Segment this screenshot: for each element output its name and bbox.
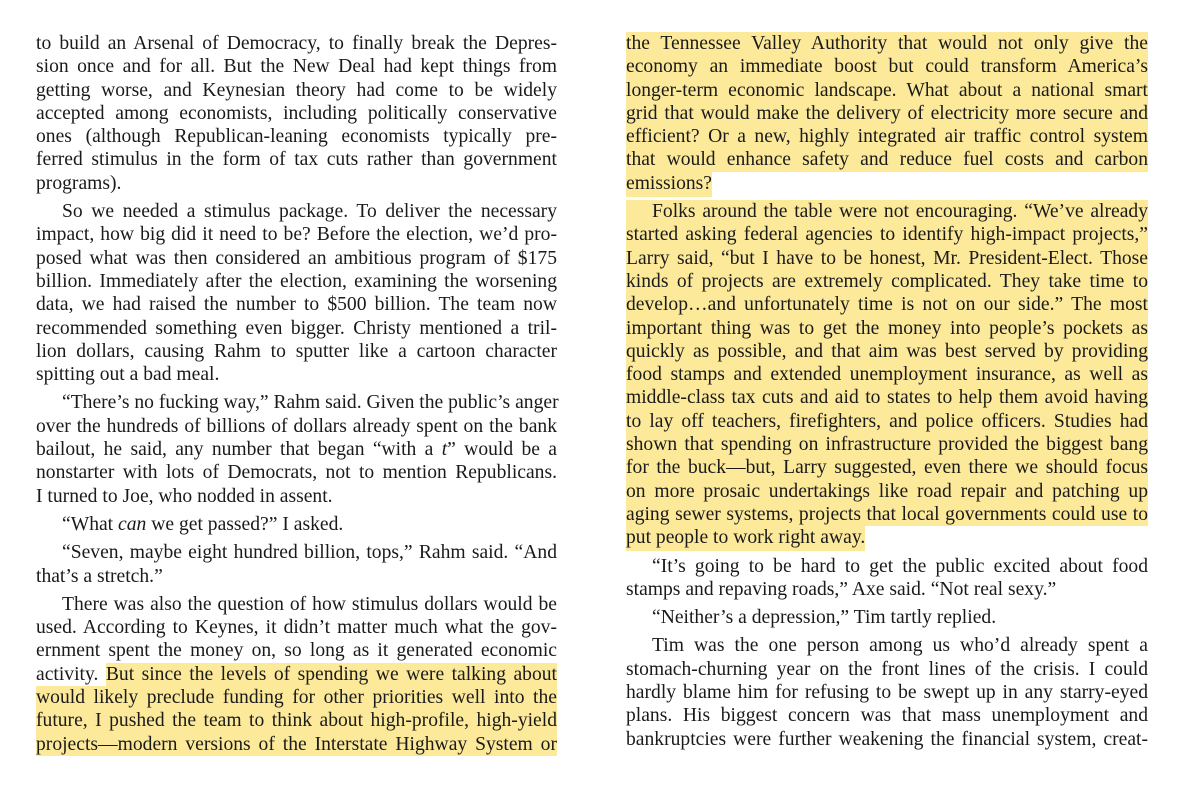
highlighted-line: the Tennessee Valley Authority that would not only give the [626,33,1148,54]
text-line: bankruptcies were further weakening the financial system, creat- [626,728,1148,750]
text-line: recommended something even bigger. Christy mentioned a tril- [36,317,557,339]
text-line: ernment spent the money on, so long as it generated economic [36,640,557,662]
highlighted-line: for the buck—but, Larry suggested, even there we should focus [626,457,1148,479]
paragraph [36,593,557,756]
text-line: So we needed a stimulus package. To deliver the necessary [62,201,557,223]
highlighted-line: quickly as possible, and that aim was best served by providing [626,340,1148,362]
paragraph [626,200,1148,549]
highlighted-line: longer-term economic landscape. What about a national smart [626,79,1148,101]
highlighted-line: future, I pushed the team to think about high-profile, high-yield [36,710,557,732]
highlighted-line: on more prosaic undertakings like road repair and patching up [626,480,1148,502]
text-line: plans. His biggest concern was that mass unemployment and [626,705,1148,727]
text-line: I turned to Joe, who nodded in assent. [36,485,333,507]
text-line: over the hundreds of billions of dollars already spent on the bank [36,415,557,437]
paragraph [36,541,557,588]
highlighted-line: started asking federal agencies to identify high-impact projects,” [626,224,1148,246]
highlighted-line: that would enhance safety and reduce fuel costs and carbon [626,149,1148,171]
paragraph [626,32,1148,195]
text-line: posed what was then considered an ambitious program of $175 [36,247,557,269]
text-line: used. According to Keynes, it didn’t matter much what the gov- [36,617,557,639]
highlighted-line: to lay off teachers, firefighters, and police officers. Studies had [626,410,1148,432]
right-page-text [626,32,1148,751]
text-line: “Seven, maybe eight hundred billion, tops,” Rahm said. “And [62,542,557,564]
text-line: bailout, he said, any number that began “with a t” would be a [36,439,557,461]
paragraph [626,555,1148,602]
text-line: ones (although Republican-leaning economists typically pre- [36,126,557,148]
text-line: programs). [36,172,122,194]
highlighted-line: efficient? Or a new, highly integrated air traffic control system [626,126,1148,148]
highlighted-line: middle-class tax cuts and aid to states to help them avoid having [626,387,1148,409]
paragraph [36,513,557,536]
paragraph [36,200,557,386]
text-line: getting worse, and Keynesian theory had come to be widely [36,79,557,101]
text-line: billion. Immediately after the election, examining the worsening [36,270,557,292]
highlighted-line: Larry said, “but I have to be honest, Mr. President-Elect. Those [626,247,1148,269]
highlighted-line: kinds of projects are extremely complicated. They take time to [626,270,1148,292]
text-line: sion once and for all. But the New Deal had kept things from [36,56,557,78]
paragraph [626,606,1148,629]
text-line: hardly blame him for refusing to be swept up in any starry-eyed [626,682,1148,704]
highlighted-line: projects—modern versions of the Interstate Highway System or [36,733,557,755]
text-line: spitting out a bad meal. [36,364,220,386]
highlighted-line: would likely preclude funding for other priorities well into the [36,687,557,709]
left-page-text [36,32,557,756]
text-line: “What can we get passed?” I asked. [62,513,344,535]
text-line: that’s a stretch.” [36,565,163,587]
text-line: stamps and repaving roads,” Axe said. “Not real sexy.” [626,578,1057,600]
highlighted-line: Folks around the table were not encouraging. “We’ve already [626,200,1148,223]
text-line: to build an Arsenal of Democracy, to finally break the Depres- [36,33,557,54]
paragraph [626,634,1148,750]
highlighted-line: develop…and unfortunately time is not on our side.” The most [626,294,1148,316]
text-line: impact, how big did it need to be? Before the election, we’d pro- [36,224,557,246]
text-line: activity. But since the levels of spending we were talking about [36,663,557,686]
text-line: data, we had raised the number to $500 billion. The team now [36,294,557,316]
highlighted-line: aging sewer systems, projects that local governments could use to [626,503,1148,525]
highlighted-line: shown that spending on infrastructure provided the biggest bang [626,434,1148,456]
highlighted-line: grid that would make the delivery of electricity more secure and [626,102,1148,124]
highlighted-line: important thing was to get the money into people’s pockets as [626,317,1148,339]
text-line: “There’s no fucking way,” Rahm said. Given the public’s anger [62,392,559,414]
highlighted-text: But since the levels of spending we were talking about [106,663,557,688]
paragraph [36,391,557,507]
text-line: stomach-churning year on the front lines of the crisis. I could [626,658,1148,680]
text-line: accepted among economists, including politically conservative [36,102,557,124]
text-line: Tim was the one person among us who’d already spent a [652,635,1148,657]
highlighted-line: food stamps and extended unemployment insurance, as well as [626,364,1148,386]
text-line: nonstarter with lots of Democrats, not to mention Republicans. [36,462,557,484]
highlighted-line: put people to work right away. [626,526,1148,549]
text-line: ferred stimulus in the form of tax cuts rather than government [36,149,557,171]
highlighted-line: economy an immediate boost but could transform America’s [626,56,1148,78]
highlighted-line: emissions? [626,172,1148,195]
text-line: “Neither’s a depression,” Tim tartly replied. [652,607,997,629]
text-line: lion dollars, causing Rahm to sputter like a cartoon character [36,340,557,362]
text-line: “It’s going to be hard to get the public excited about food [652,555,1148,577]
text-line: There was also the question of how stimulus dollars would be [62,593,557,615]
paragraph [36,32,557,195]
